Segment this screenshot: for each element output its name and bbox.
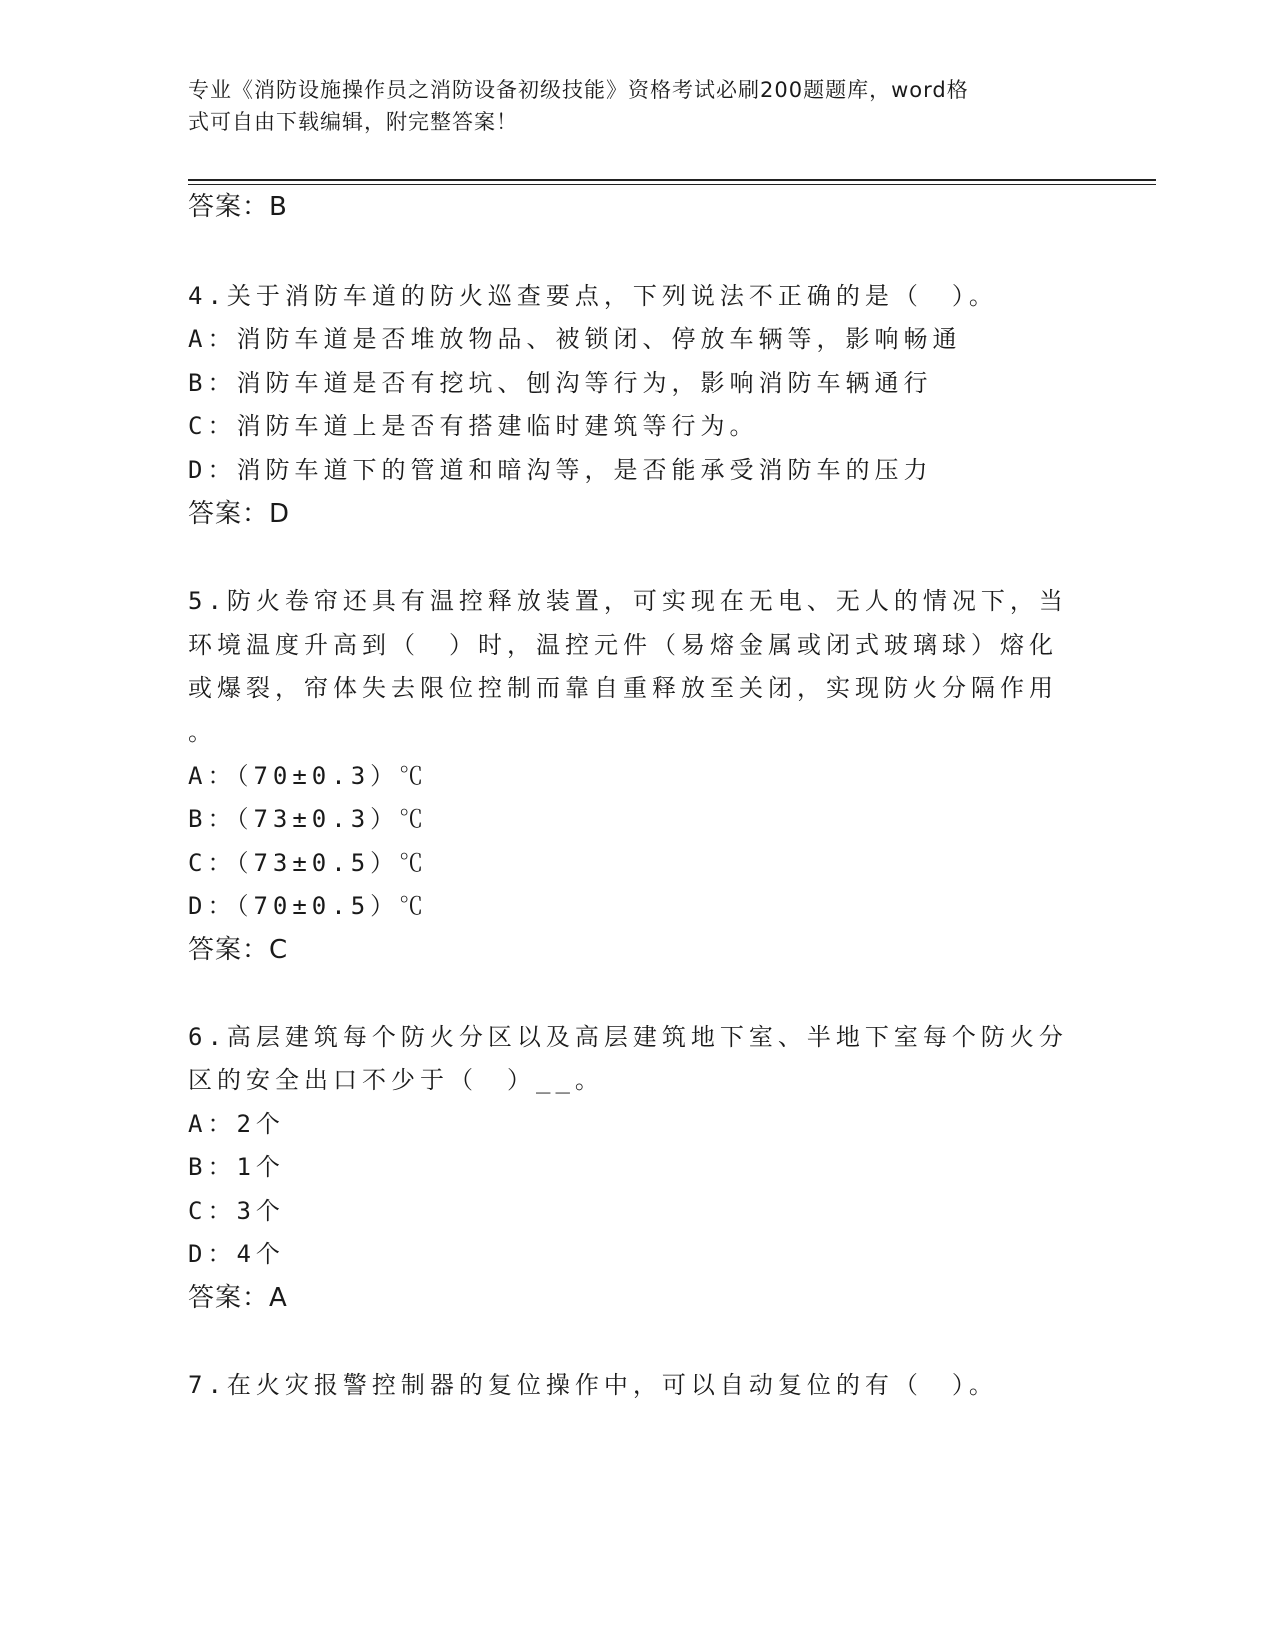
q4-option-d: D：消防车道下的管道和暗沟等，是否能承受消防车的压力 (188, 456, 933, 484)
q6-option-b: B：1个 (188, 1153, 285, 1181)
q5-stem-line-3: 或爆裂，帘体失去限位控制而靠自重释放至关闭，实现防火分隔作用 (188, 674, 1058, 702)
q4-option-b: B：消防车道是否有挖坑、刨沟等行为，影响消防车辆通行 (188, 369, 933, 397)
q4-answer: 答案：D (188, 499, 291, 529)
q4-stem: 4.关于消防车道的防火巡查要点，下列说法不正确的是（ ）。 (188, 282, 998, 310)
previous-answer: 答案：B (188, 192, 288, 222)
header-rule-thin (188, 184, 1156, 185)
q6-option-c: C：3个 (188, 1197, 285, 1225)
header-line-2: 式可自由下载编辑，附完整答案！ (188, 110, 518, 134)
q6-option-d: D：4个 (188, 1240, 285, 1268)
q4-option-a: A：消防车道是否堆放物品、被锁闭、停放车辆等，影响畅通 (188, 325, 962, 353)
q6-answer: 答案：A (188, 1283, 288, 1313)
q6-option-a: A：2个 (188, 1110, 285, 1138)
q6-stem-line-2: 区的安全出口不少于（ ）__。 (188, 1066, 604, 1094)
q5-stem-line-2: 环境温度升高到（ ）时，温控元件（易熔金属或闭式玻璃球）熔化 (188, 631, 1058, 659)
document-header (188, 74, 1068, 138)
q5-stem-line-1: 5.防火卷帘还具有温控释放装置，可实现在无电、无人的情况下，当 (188, 587, 1068, 615)
q7-stem: 7.在火灾报警控制器的复位操作中，可以自动复位的有（ ）。 (188, 1371, 998, 1399)
header-line-1: 专业《消防设施操作员之消防设备初级技能》资格考试必刷200题题库，word格 (188, 78, 969, 102)
q5-option-b: B：（73±0.3）℃ (188, 805, 429, 833)
q4-option-c: C：消防车道上是否有搭建临时建筑等行为。 (188, 412, 759, 440)
q5-option-a: A：（70±0.3）℃ (188, 762, 429, 790)
q5-stem-line-4: 。 (188, 718, 217, 746)
q5-option-d: D：（70±0.5）℃ (188, 892, 429, 920)
q5-answer: 答案：C (188, 935, 289, 965)
q6-stem-line-1: 6.高层建筑每个防火分区以及高层建筑地下室、半地下室每个防火分 (188, 1023, 1068, 1051)
header-rule-thick (188, 179, 1156, 181)
q5-option-c: C：（73±0.5）℃ (188, 849, 429, 877)
